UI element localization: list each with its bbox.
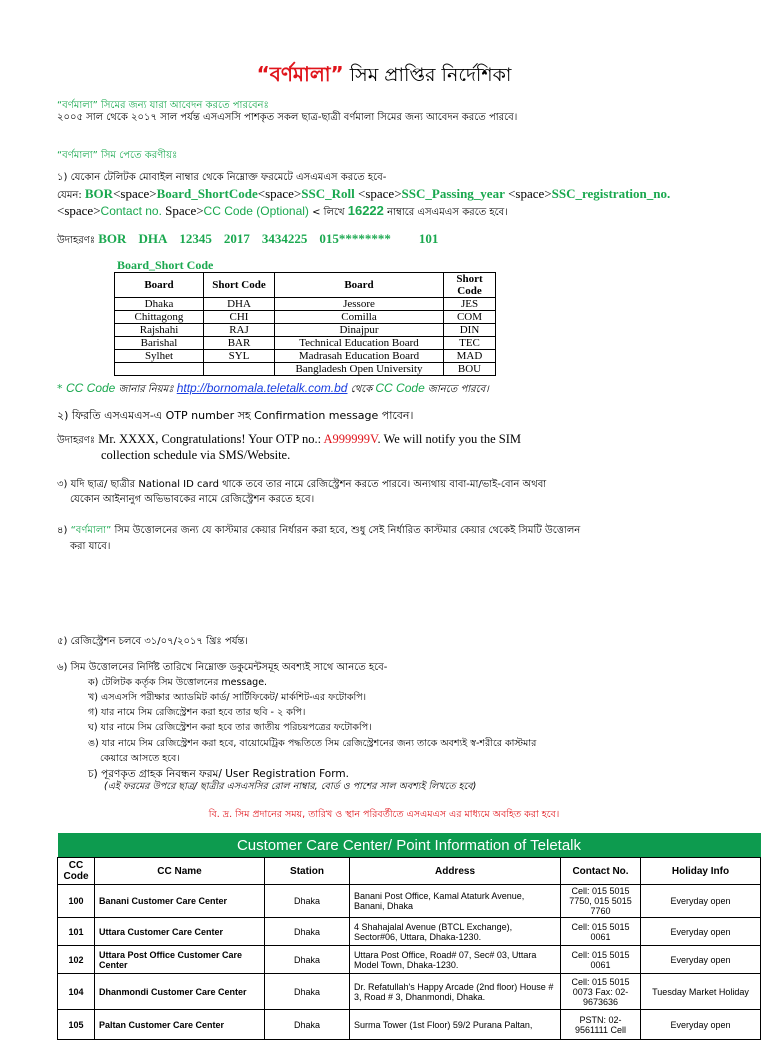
cc-address: Banani Post Office, Kamal Ataturk Avenue, Banani, Dhaka: [350, 885, 561, 918]
cc-station: Dhaka: [265, 974, 350, 1010]
cc-contact: Cell: 015 5015 0073 Fax: 02-9673636: [561, 974, 641, 1010]
table-row: [115, 298, 496, 311]
title-rest: সিম প্রাপ্তির নির্দেশিকা: [343, 64, 512, 86]
cc-station: Dhaka: [265, 918, 350, 946]
table-cell: MAD: [444, 350, 496, 363]
table-cell: Barishal: [115, 337, 204, 350]
table-row: [115, 324, 496, 337]
table-cell: Chittagong: [115, 311, 204, 324]
fmt-space: <space>: [57, 203, 101, 218]
cc-code: 105: [58, 1010, 95, 1040]
table-cell: CHI: [204, 311, 275, 324]
column-header: Station: [265, 858, 350, 885]
list-item: চ) পূরণকৃত গ্রাহক নিবন্ধন ফরম/ User Registration Form.: [88, 768, 349, 780]
cc-holiday: Everyday open: [641, 946, 761, 974]
cc-mid-text: জানার নিয়মঃ: [115, 384, 177, 395]
table-row: [58, 974, 761, 1010]
bornomala-link[interactable]: http://bornomala.teletalk.com.bd: [176, 381, 348, 395]
column-header: CC Code: [58, 858, 95, 885]
table-cell: JES: [444, 298, 496, 311]
example-prefix: যেমন:: [57, 190, 85, 201]
fmt-space: <space>: [113, 186, 157, 201]
step2-line: ২) ফিরতি এসএমএস-এ OTP number সহ Confirmation message পাবেন।: [57, 409, 414, 422]
table-cell: Dinajpur: [275, 324, 444, 337]
cc-name: Banani Customer Care Center: [95, 885, 265, 918]
table-row: [58, 1010, 761, 1040]
fmt-cc: CC Code (Optional): [203, 204, 309, 218]
example-part: 2017: [223, 231, 250, 246]
cc-table-title-row: [58, 833, 761, 858]
step5: ৫) রেজিস্ট্রেশন চলবে ৩১/০৭/২০১৭ খ্রিঃ পর্যন্ত।: [57, 636, 248, 647]
table-row: [58, 885, 761, 918]
cc-contact: Cell: 015 5015 0061: [561, 946, 641, 974]
cc-code: 102: [58, 946, 95, 974]
cc-holiday: Everyday open: [641, 1010, 761, 1040]
fmt-end: নাম্বারে এসএমএস করতে হবে।: [383, 207, 508, 218]
example-part: 015********: [319, 231, 391, 246]
column-header: CC Name: [95, 858, 265, 885]
step3-line2: যেকোন আইনানুগ অভিভাবকের নামে রেজিস্ট্রেশন করতে হবে।: [70, 494, 315, 505]
eligibility-heading: “বর্ণমালা” সিমের জন্য যারা আবেদন করতে পারবেনঃ: [57, 100, 269, 111]
table-cell: [204, 363, 275, 376]
example-label: উদাহরণঃ: [57, 235, 99, 246]
step4-line2: করা যাবে।: [70, 541, 111, 552]
otp-text: Mr. XXXX, Congratulations! Your OTP no.:: [98, 432, 324, 446]
table-cell: DHA: [204, 298, 275, 311]
eligibility-text: ২০০৫ সাল থেকে ২০১৭ সাল পর্যন্ত এসএসসি পাশকৃত সকল ছাত্র-ছাত্রী বর্ণমালা সিমের জন্য আবেদন করতে পারবে।: [57, 112, 518, 123]
fmt-space: <space>: [354, 186, 402, 201]
steps-heading: “বর্ণমালা” সিম পেতে করণীয়ঃ: [57, 150, 178, 161]
board-table-header: [115, 273, 496, 298]
table-cell: TEC: [444, 337, 496, 350]
list-item: গ) যার নামে সিম রেজিস্ট্রেশন করা হবে তার ছবি - ২ কপি।: [88, 707, 306, 718]
cc-station: Dhaka: [265, 946, 350, 974]
cc-holiday: Tuesday Market Holiday: [641, 974, 761, 1010]
example-part: DHA: [138, 231, 168, 246]
column-header: Short Code: [444, 273, 496, 298]
fmt-reg: SSC_registration_no.: [551, 186, 671, 201]
otp-value: A999999V: [323, 432, 378, 446]
table-row: [115, 337, 496, 350]
step6-intro: ৬) সিম উত্তোলনের নির্দিষ্ট তারিখে নিম্নোক্ত ডকুমেন্টসমূহ অবশ্যই সাথে আনতে হবে-: [57, 662, 388, 673]
step4-quoted: “বর্ণমালা”: [70, 525, 112, 536]
table-row: [115, 350, 496, 363]
footnote: বি. দ্র. সিম প্রদানের সময়, তারিখ ও স্থান পরিবর্তীতে এসএমএস এর মাধ্যমে অবহিত করা হবে।: [208, 809, 560, 820]
cc-code: 100: [58, 885, 95, 918]
fmt-bor: BOR: [84, 186, 114, 201]
example-part: 12345: [179, 231, 212, 246]
example-part: BOR: [98, 231, 127, 246]
example-part: 3434225: [261, 231, 308, 246]
cc-contact: Cell: 015 5015 7750, 015 5015 7760: [561, 885, 641, 918]
customer-care-table: [57, 833, 761, 1040]
cc-table-title: Customer Care Center/ Point Information of Teletalk: [58, 833, 761, 858]
star: *: [57, 382, 66, 395]
cc-holiday: Everyday open: [641, 885, 761, 918]
example-label: উদাহরণঃ: [57, 435, 99, 446]
table-row: [115, 363, 496, 376]
list-item: ঙ) যার নামে সিম রেজিস্ট্রেশন করা হবে, বায়োমেট্রিক পদ্ধতিতে সিম রেজিস্ট্রেশনের জন্য তাকে অবশ্যই স্ব-শরীরে কাস্টমার: [88, 738, 537, 749]
step4-prefix: ৪): [57, 525, 71, 536]
step1-intro: ১) যেকোন টেলিটক মোবাইল নাম্বার থেকে নিম্নোক্ত ফরমেটে এসএমএস করতে হবে-: [57, 172, 387, 183]
fmt-board: Board_ShortCode: [156, 186, 258, 201]
column-header: Board: [275, 273, 444, 298]
cc-station: Dhaka: [265, 885, 350, 918]
list-item: খ) এসএসসি পরীক্ষার অ্যাডমিট কার্ড/ সার্টিফিকেট/ মার্কশিট-এর ফটোকপি।: [88, 692, 367, 703]
sms-format-line1: [57, 186, 670, 204]
step6-note: (এই ফরমের উপরে ছাত্র/ ছাত্রীর এসএসসির রোল নাম্বার, বোর্ড ও পাশের সাল অবশ্যই লিখতে হবে): [104, 781, 477, 792]
cc-contact: Cell: 015 5015 0061: [561, 918, 641, 946]
table-row: [115, 311, 496, 324]
title-quoted: “বর্ণমালা”: [256, 62, 344, 86]
list-item: কেয়ারে আসতে হবে।: [100, 753, 180, 764]
fmt-number: 16222: [347, 203, 384, 218]
sms-example: [57, 231, 450, 250]
table-cell: BAR: [204, 337, 275, 350]
cc-code: 101: [58, 918, 95, 946]
table-cell: Jessore: [275, 298, 444, 311]
table-cell: Technical Education Board: [275, 337, 444, 350]
table-cell: Dhaka: [115, 298, 204, 311]
cc-end-text: জানতে পারবে।: [424, 384, 489, 395]
board-table-caption: Board_Short Code: [117, 258, 214, 272]
step4-line1: [57, 523, 580, 538]
cc-contact: PSTN: 02-9561111 Cell: [561, 1010, 641, 1040]
cc-station: Dhaka: [265, 1010, 350, 1040]
board-table: [114, 272, 496, 376]
fmt-space: <space>: [257, 186, 302, 201]
cc-code-line: [57, 381, 489, 399]
otp-text: . We will notify you the SIM: [377, 432, 522, 446]
fmt-space: Space>: [161, 203, 204, 218]
cc-code: 104: [58, 974, 95, 1010]
example-part: 101: [418, 231, 439, 246]
fmt-contact: Contact no.: [100, 204, 162, 218]
table-row: [58, 918, 761, 946]
column-header: Contact No.: [561, 858, 641, 885]
cc-address: 4 Shahajalal Avenue (BTCL Exchange), Sector#06, Uttara, Dhaka-1230.: [350, 918, 561, 946]
cc-name: Paltan Customer Care Center: [95, 1010, 265, 1040]
column-header: Holiday Info: [641, 858, 761, 885]
page-title: [0, 60, 768, 93]
cc-mid2-text: থেকে: [347, 384, 376, 395]
column-header: Short Code: [204, 273, 275, 298]
cc-holiday: Everyday open: [641, 918, 761, 946]
cc-address: Surma Tower (1st Floor) 59/2 Purana Paltan,: [350, 1010, 561, 1040]
cc-address: Dr. Refatullah's Happy Arcade (2nd floor) House # 3, Road # 3, Dhanmondi, Dhaka.: [350, 974, 561, 1010]
fmt-space: <space>: [504, 186, 552, 201]
cc-name: Uttara Customer Care Center: [95, 918, 265, 946]
column-header: Address: [350, 858, 561, 885]
table-cell: Bangladesh Open University: [275, 363, 444, 376]
cc-code-label: CC Code: [375, 381, 425, 395]
cc-name: Uttara Post Office Customer Care Center: [95, 946, 265, 974]
table-cell: Rajshahi: [115, 324, 204, 337]
fmt-year: SSC_Passing_year: [401, 186, 505, 201]
sms-format-line2: [57, 203, 508, 221]
fmt-likhe: < লিখে: [308, 207, 348, 218]
fmt-roll: SSC_Roll: [301, 186, 355, 201]
table-cell: Sylhet: [115, 350, 204, 363]
column-header: Board: [115, 273, 204, 298]
table-cell: Comilla: [275, 311, 444, 324]
step3-line1: ৩) যদি ছাত্র/ ছাত্রীর National ID card থাকে তবে তার নামে রেজিস্ট্রেশন করতে পারবে। অন্যথায় বাবা-মা/ভাই-বোন অথবা: [57, 479, 547, 490]
table-cell: COM: [444, 311, 496, 324]
list-item: ক) টেলিটক কর্তৃক সিম উত্তোলনের message.: [88, 677, 268, 688]
table-cell: RAJ: [204, 324, 275, 337]
table-cell: Madrasah Education Board: [275, 350, 444, 363]
cc-code-label: CC Code: [66, 381, 116, 395]
table-row: [58, 946, 761, 974]
cc-name: Dhanmondi Customer Care Center: [95, 974, 265, 1010]
cc-address: Uttara Post Office, Road# 07, Sec# 03, Uttara Model Town, Dhaka-1230.: [350, 946, 561, 974]
cc-table-header: [58, 858, 761, 885]
table-cell: DIN: [444, 324, 496, 337]
table-cell: [115, 363, 204, 376]
step2-example-line2: collection schedule via SMS/Website.: [101, 448, 291, 462]
table-cell: BOU: [444, 363, 496, 376]
list-item: ঘ) যার নামে সিম রেজিস্ট্রেশন করা হবে তার জাতীয় পরিচয়পত্রের ফটোকপি।: [88, 722, 372, 733]
step4-text: সিম উত্তোলনের জন্য যে কাস্টমার কেয়ার নির্ধারন করা হবে, শুধু সেই নির্ধারিত কাস্টমার কেয়ার থেকেই সিমটি উত্তোলন: [111, 525, 581, 536]
table-cell: SYL: [204, 350, 275, 363]
